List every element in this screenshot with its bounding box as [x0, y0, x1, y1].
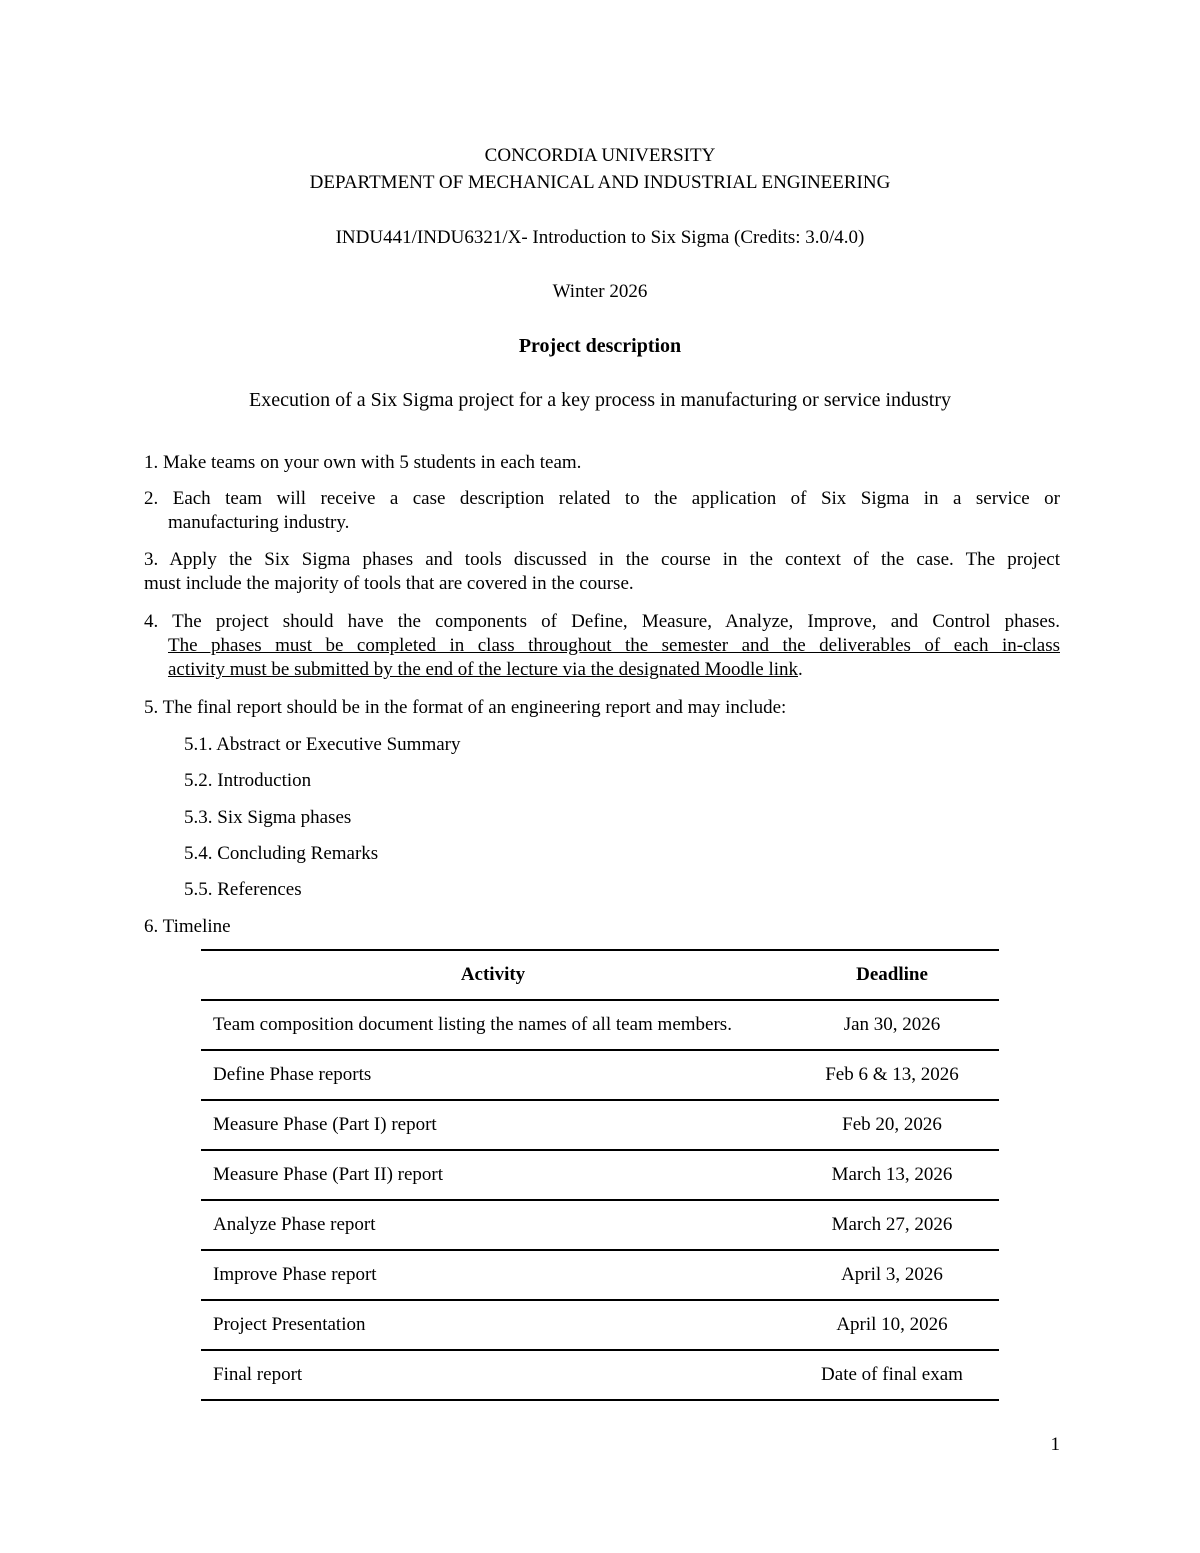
item-2-line-1: 2. Each team will receive a case description related to the application of Six Sigma in a service or	[144, 488, 1060, 509]
subitem-5-4: 5.4. Concluding Remarks	[184, 843, 379, 864]
activity-cell: Final report	[213, 1364, 303, 1385]
item-4-line-1: 4. The project should have the components of Define, Measure, Analyze, Improve, and Control phases.	[144, 611, 1060, 632]
department-name: DEPARTMENT OF MECHANICAL AND INDUSTRIAL ENGINEERING	[309, 172, 891, 193]
table-row	[201, 1250, 999, 1300]
item-6: 6. Timeline	[144, 916, 231, 937]
activity-cell: Define Phase reports	[213, 1064, 372, 1085]
term: Winter 2026	[552, 281, 648, 302]
item-4-line-3	[144, 658, 1060, 682]
deadline-cell: March 27, 2026	[831, 1214, 953, 1235]
activity-column-header: Activity	[460, 964, 526, 985]
table-row	[201, 1050, 999, 1100]
document-title: Project description	[518, 335, 682, 357]
subitem-5-1: 5.1. Abstract or Executive Summary	[184, 734, 461, 755]
activity-cell: Improve Phase report	[213, 1264, 377, 1285]
item-2	[144, 487, 1060, 535]
deadline-cell: April 10, 2026	[836, 1314, 948, 1335]
deadline-cell: Jan 30, 2026	[843, 1014, 941, 1035]
deadline-cell: April 3, 2026	[841, 1264, 943, 1285]
deadline-cell: Date of final exam	[821, 1364, 963, 1385]
item-3-line-1: 3. Apply the Six Sigma phases and tools discussed in the course in the context of the case. The project	[144, 549, 1060, 570]
timeline-table	[201, 949, 999, 1401]
item-4-underlined-line-2: activity must be submitted by the end of the lecture via the designated Moodle link	[168, 659, 799, 680]
item-4-period: .	[798, 659, 803, 680]
table-row	[201, 1350, 999, 1400]
table-row	[201, 1200, 999, 1250]
table-row	[201, 1000, 999, 1050]
activity-cell: Project Presentation	[213, 1314, 366, 1335]
item-2-line-2: manufacturing industry.	[168, 512, 350, 533]
item-3-line-2: must include the majority of tools that are covered in the course.	[144, 573, 634, 594]
item-4	[144, 610, 1060, 682]
activity-cell: Measure Phase (Part II) report	[213, 1164, 444, 1185]
course-title: INDU441/INDU6321/X- Introduction to Six Sigma (Credits: 3.0/4.0)	[335, 227, 865, 248]
subitem-5-3: 5.3. Six Sigma phases	[184, 807, 352, 828]
deadline-cell: March 13, 2026	[831, 1164, 953, 1185]
university-name: CONCORDIA UNIVERSITY	[484, 145, 716, 166]
table-row	[201, 1150, 999, 1200]
deadline-cell: Feb 6 & 13, 2026	[825, 1064, 959, 1085]
page-number: 1	[1050, 1434, 1060, 1455]
activity-cell: Team composition document listing the names of all team members.	[213, 1014, 732, 1035]
project-subtitle: Execution of a Six Sigma project for a key process in manufacturing or service industry	[248, 389, 952, 411]
deadline-column-header: Deadline	[856, 964, 928, 985]
deadline-cell: Feb 20, 2026	[842, 1114, 942, 1135]
item-1: 1. Make teams on your own with 5 students in each team.	[144, 452, 582, 473]
activity-cell: Analyze Phase report	[213, 1214, 376, 1235]
item-3	[144, 548, 1060, 596]
table-header-row	[201, 950, 999, 1000]
item-5: 5. The final report should be in the format of an engineering report and may include:	[144, 697, 787, 718]
activity-cell: Measure Phase (Part I) report	[213, 1114, 437, 1135]
subitem-5-2: 5.2. Introduction	[184, 770, 312, 791]
table-row	[201, 1300, 999, 1350]
subitem-5-5: 5.5. References	[184, 879, 302, 900]
item-4-underlined-line-1: The phases must be completed in class throughout the semester and the deliverables of each in-class	[168, 635, 1060, 656]
table-row	[201, 1100, 999, 1150]
